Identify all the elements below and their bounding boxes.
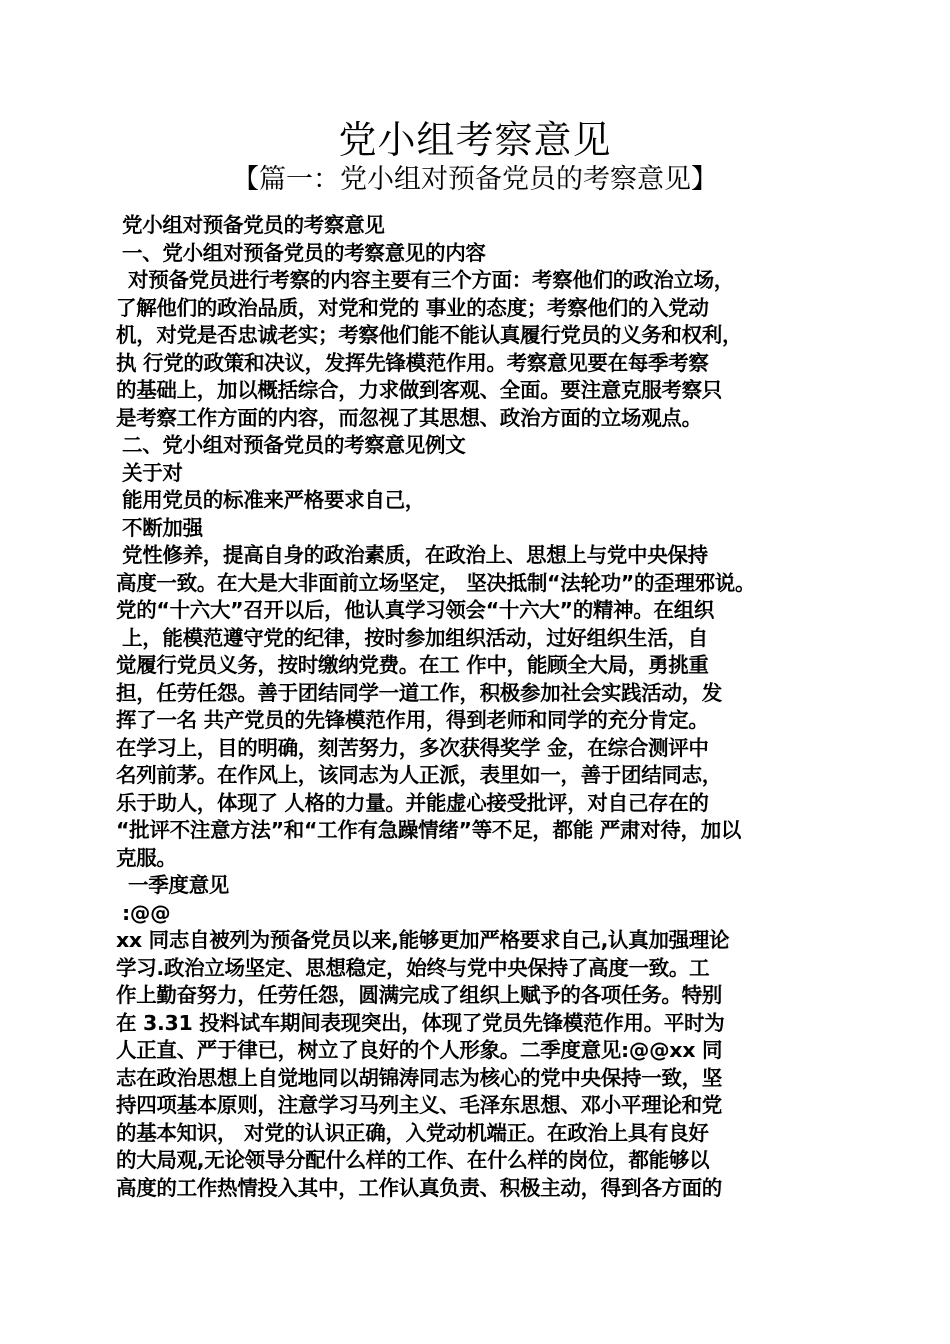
paragraph-line: 的基本知识， 对党的认识正确，入党动机端正。在政治上具有良好 [116, 1120, 709, 1145]
paragraph-line: 党性修养，提高自身的政治素质，在政治上、思想上与党中央保持 [122, 543, 708, 567]
paragraph-line: 关于对 [122, 460, 183, 485]
paragraph-line: 志在政治思想上自觉地同以胡锦涛同志为核心的党中央保持一致，坚 [116, 1065, 722, 1090]
document-title: 党小组考察意见 [338, 118, 612, 162]
paragraph-line: 在 3.31 投料试车期间表现突出，体现了党员先锋模范作用。平时为 [116, 1010, 725, 1035]
paragraph-line: 名列前茅。在作风上，该同志为人正派，表里如一，善于团结同志， [116, 763, 722, 787]
paragraph-line: 的基础上，加以概括综合，力求做到客观、全面。要注意克服考察只 [116, 378, 722, 402]
section-heading: 一、党小组对预备党员的考察意见的内容 [122, 240, 486, 265]
paragraph-line: 持四项基本原则，注意学习马列主义、毛泽东思想、邓小平理论和党 [116, 1093, 722, 1117]
paragraph-line: 克服。 [116, 845, 177, 870]
paragraph-line: 是考察工作方面的内容，而忽视了其思想、政治方面的立场观点。 [116, 405, 702, 430]
paragraph-line: xx 同志自被列为预备党员以来,能够更加严格要求自己,认真加强理论 [116, 928, 730, 952]
paragraph-line: 作上勤奋努力，任劳任怨，圆满完成了组织上赋予的各项任务。特别 [116, 983, 722, 1007]
paragraph-line: 不断加强 [122, 515, 203, 540]
paragraph-line: 执 行党的政策和决议，发挥先锋模范作用。考察意见要在每季考察 [116, 350, 709, 375]
paragraph-line: 在学习上，目的明确，刻苦努力，多次获得奖学 金，在综合测评中 [116, 735, 709, 760]
section-heading: 一季度意见 [128, 873, 229, 897]
paragraph-line: 高度一致。在大是大非面前立场坚定， 坚决抵制“法轮功”的歪理邪说。 [116, 570, 756, 595]
paragraph-line: 党的“十六大”召开以后，他认真学习领会“十六大”的精神。在组织 [116, 598, 715, 622]
paragraph-line: 人正直、严于律已，树立了良好的个人形象。二季度意见:@@xx 同 [116, 1038, 723, 1062]
paragraph-line: 担，任劳任怨。善于团结同学一道工作，积极参加社会实践活动，发 [116, 680, 722, 705]
paragraph-line: 高度的工作热情投入其中，工作认真负责、积极主动，得到各方面的 [116, 1175, 722, 1200]
paragraph-line: 觉履行党员义务，按时缴纳党费。在工 作中，能顾全大局，勇挑重 [116, 653, 709, 677]
paragraph-line: 上，能模范遵守党的纪律，按时参加组织活动，过好组织生活，自 [122, 625, 708, 650]
paragraph-line: 了解他们的政治品质，对党和党的 事业的态度；考察他们的入党动 [116, 295, 709, 320]
paragraph-line: 学习.政治立场坚定、思想稳定，始终与党中央保持了高度一致。工 [116, 955, 710, 980]
paragraph-line: 挥了一名 共产党员的先锋模范作用，得到老师和同学的充分肯定。 [116, 708, 709, 732]
paragraph-line: 对预备党员进行考察的内容主要有三个方面：考察他们的政治立场， [128, 268, 734, 292]
paragraph-line: 机，对党是否忠诚老实；考察他们能不能认真履行党员的义务和权利， [116, 323, 743, 347]
section-heading: 党小组对预备党员的考察意见 [122, 213, 385, 237]
document-subtitle: 【篇一：党小组对预备党员的考察意见】 [232, 164, 718, 195]
document-body [116, 212, 852, 1202]
paragraph-line: “批评不注意方法”和“工作有急躁情绪”等不足，都能 严肃对待，加以 [116, 818, 742, 842]
paragraph-line: :@@ [122, 900, 171, 925]
paragraph-line: 能用党员的标准来严格要求自己， [122, 488, 425, 512]
paragraph-line: 乐于助人，体现了 人格的力量。并能虚心接受批评，对自己存在的 [116, 790, 709, 815]
section-heading: 二、党小组对预备党员的考察意见例文 [122, 433, 466, 457]
paragraph-line: 的大局观,无论领导分配什么样的工作、在什么样的岗位，都能够以 [116, 1148, 710, 1172]
